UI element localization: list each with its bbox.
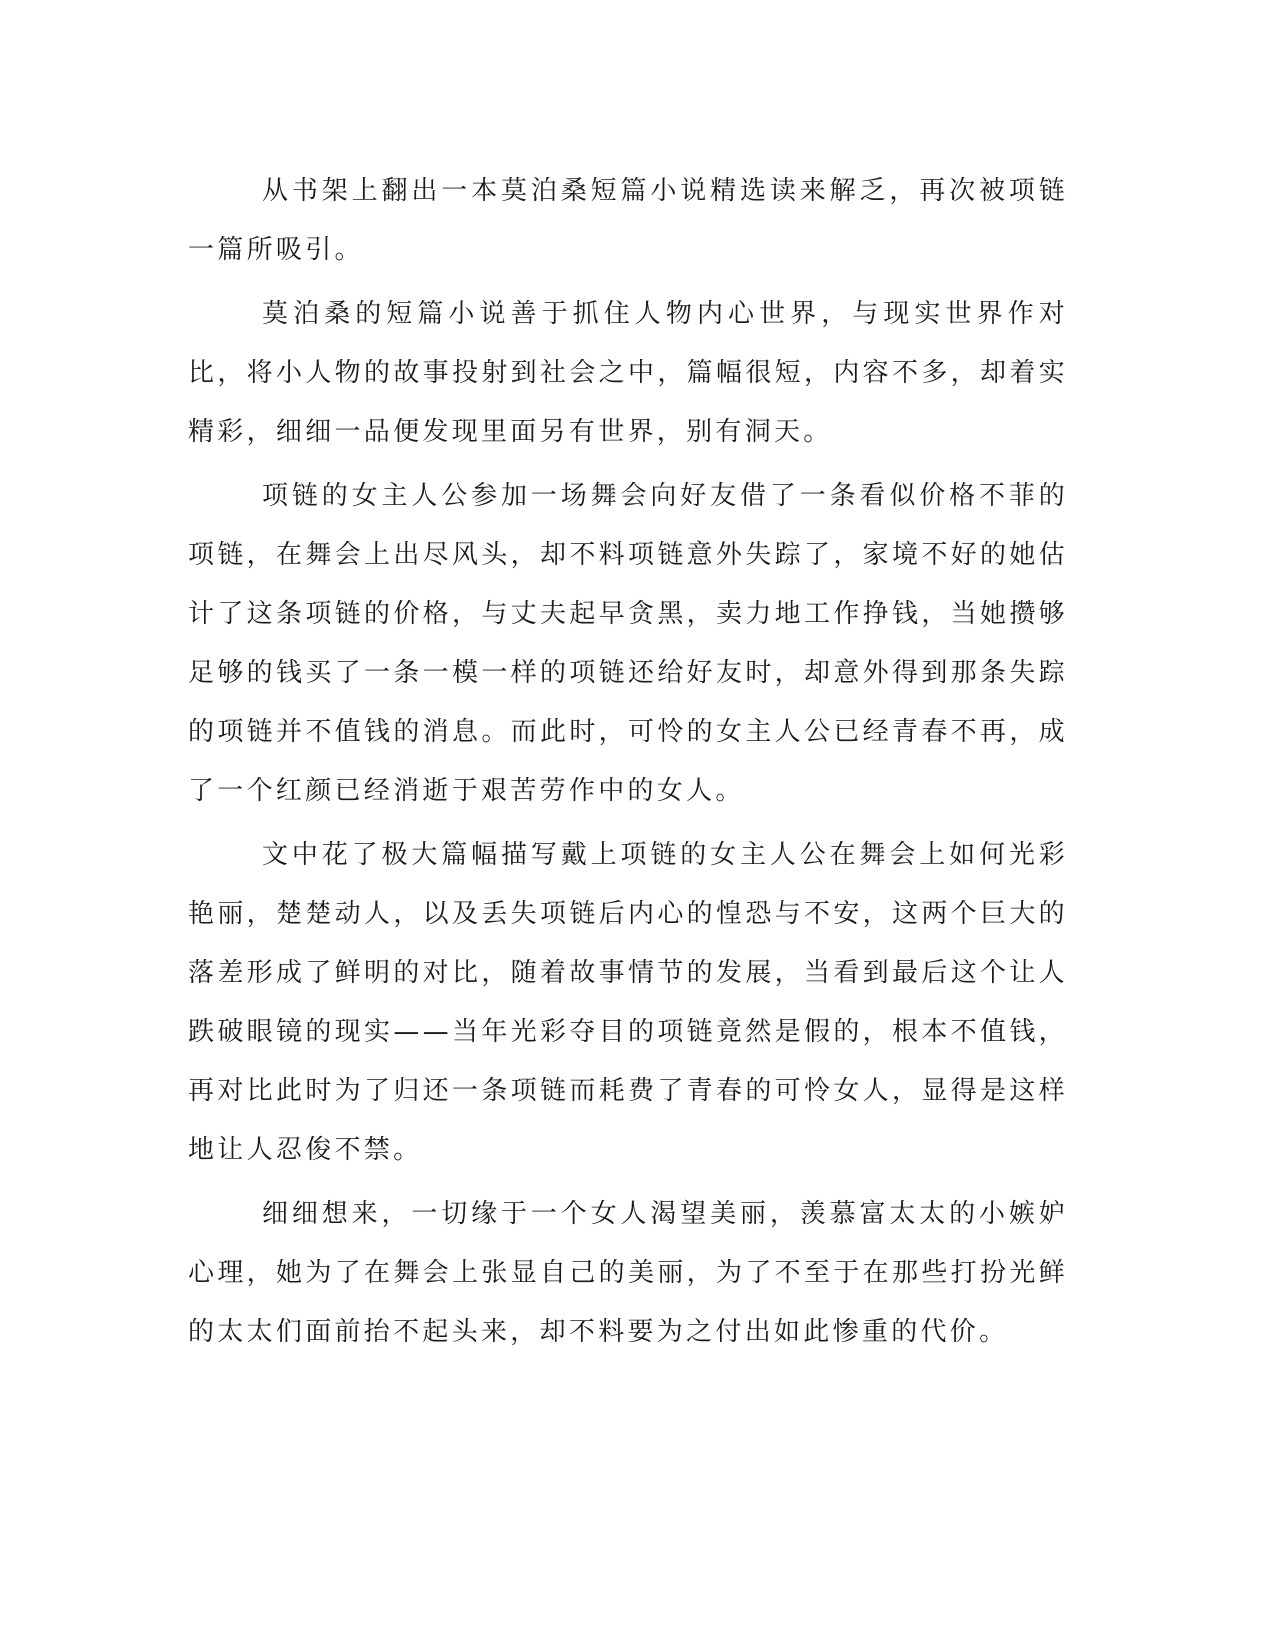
paragraph-5: 细细想来，一切缘于一个女人渴望美丽，羡慕富太太的小嫉妒心理，她为了在舞会上张显自己的美丽，为了不至于在那些打扮光鲜的太太们面前抬不起头来，却不料要为之付出如此惨重的代价。 — [188, 1199, 1068, 1347]
paragraph-4: 文中花了极大篇幅描写戴上项链的女主人公在舞会上如何光彩艳丽，楚楚动人，以及丢失项链后内心的惶恐与不安，这两个巨大的落差形成了鲜明的对比，随着故事情节的发展，当看到最后这个让人跌破眼镜的现实——当年光彩夺目的项链竟然是假的，根本不值钱，再对比此时为了归还一条项链而耗费了青春的可怜女人，显得是这样地让人忍俊不禁。 — [188, 840, 1068, 1165]
paragraph-3: 项链的女主人公参加一场舞会向好友借了一条看似价格不菲的项链，在舞会上出尽风头，却不料项链意外失踪了，家境不好的她估计了这条项链的价格，与丈夫起早贪黑，卖力地工作挣钱，当她攒够足够的钱买了一条一模一样的项链还给好友时，却意外得到那条失踪的项链并不值钱的消息。而此时，可怜的女主人公已经青春不再，成了一个红颜已经消逝于艰苦劳作中的女人。 — [188, 481, 1068, 806]
document-body — [188, 162, 1068, 1367]
paragraph-1: 从书架上翻出一本莫泊桑短篇小说精选读来解乏，再次被项链一篇所吸引。 — [188, 176, 1068, 265]
paragraph-2: 莫泊桑的短篇小说善于抓住人物内心世界，与现实世界作对比，将小人物的故事投射到社会之中，篇幅很短，内容不多，却着实精彩，细细一品便发现里面另有世界，别有洞天。 — [188, 299, 1068, 447]
